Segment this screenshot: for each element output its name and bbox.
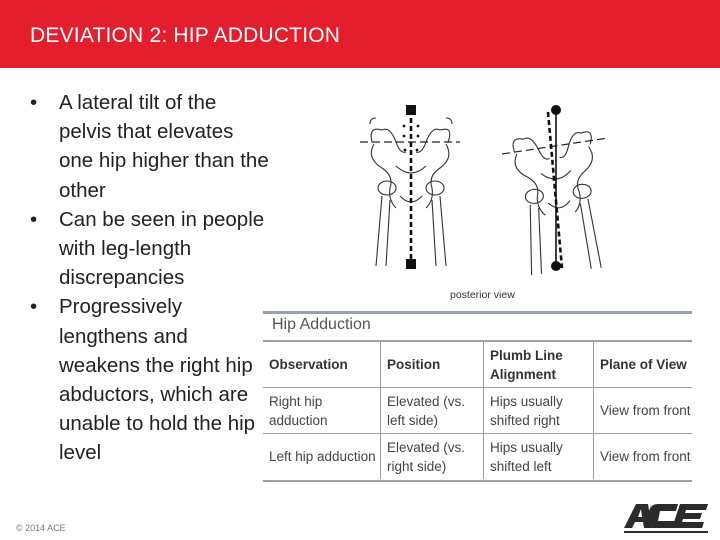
table-row — [263, 388, 692, 434]
header-cell: Observation — [269, 357, 348, 372]
table-cell: Hips usually shifted right — [483, 388, 593, 433]
bullet-item: • Progressively lengthens and weakens the right hip abductors, which are unable to hold the hip level — [30, 292, 270, 467]
bullet-item: • Can be seen in people with leg-length discrepancies — [30, 205, 270, 293]
header-cell: Position — [380, 342, 483, 387]
table-top-rule — [263, 311, 692, 314]
header-cell: Plumb Line Alignment — [483, 342, 593, 387]
table-cell: Left hip adduction — [269, 449, 376, 464]
table-cell: Elevated (vs. right side) — [380, 434, 483, 479]
figure-caption: posterior view — [450, 289, 515, 301]
plumb-marker-bottom-shifted — [551, 261, 561, 271]
copyright-footer: © 2014 ACE — [16, 523, 66, 533]
table-cell: Right hip adduction — [269, 393, 328, 428]
plumb-marker-top — [406, 105, 416, 115]
title-bar — [0, 0, 720, 68]
slide-title: DEVIATION 2: HIP ADDUCTION — [30, 24, 341, 47]
table-row — [263, 434, 692, 479]
ace-logo — [622, 500, 710, 536]
table-cell: View from front — [593, 434, 692, 479]
bullet-item: • A lateral tilt of the pelvis that elevates one hip higher than the other — [30, 88, 270, 205]
table-cell: View from front — [593, 388, 692, 433]
hip-adduction-table — [263, 340, 692, 482]
tilted-level-line — [502, 138, 608, 154]
plumb-marker-bottom — [406, 259, 416, 269]
plumb-marker-top-shifted — [551, 105, 561, 115]
posterior-view-figure — [360, 96, 610, 282]
shifted-plumb-line — [548, 112, 562, 268]
table-header-row — [263, 342, 692, 388]
table-title: Hip Adduction — [272, 316, 371, 333]
header-cell: Plane of View — [593, 342, 692, 387]
bullet-list — [30, 88, 270, 468]
table-cell: Elevated (vs. left side) — [380, 388, 483, 433]
table-cell: Hips usually shifted left — [483, 434, 593, 479]
pelvis-illustration-adducted — [512, 131, 605, 275]
